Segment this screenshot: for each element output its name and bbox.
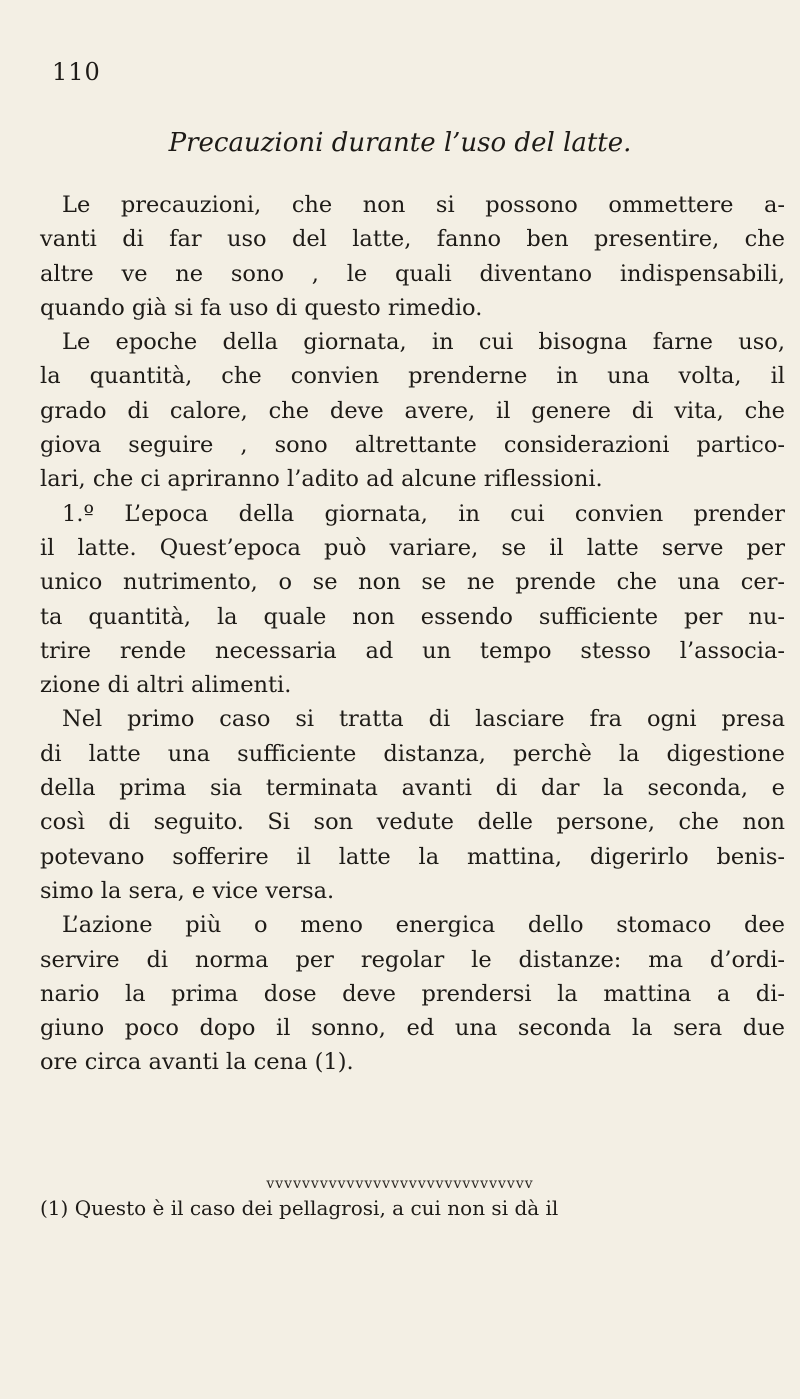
body-text bbox=[40, 188, 785, 1080]
text-line: Le precauzioni, che non si possono ommettere a- bbox=[62, 192, 785, 218]
text-line: zione di altri alimenti. bbox=[40, 672, 292, 699]
text-line: quando già si fa uso di questo rimedio. bbox=[40, 294, 483, 321]
text-line: trire rende necessaria ad un tempo stesso l’associa- bbox=[40, 637, 785, 664]
text-line: 1.º L’epoca della giornata, in cui convien prender bbox=[62, 500, 785, 527]
text-line: giuno poco dopo il sonno, ed una seconda la sera due bbox=[40, 1015, 785, 1042]
text-line: servire di norma per regolar le distanze: ma d’ordi- bbox=[40, 946, 785, 973]
paragraph-4 bbox=[40, 702, 785, 908]
text-line: Le epoche della giornata, in cui bisogna farne uso, bbox=[62, 329, 785, 356]
text-line: potevano sofferire il latte la mattina, digerirlo benis- bbox=[40, 843, 785, 870]
page-number: 110 bbox=[52, 58, 101, 86]
paragraph-1 bbox=[40, 188, 785, 325]
text-line: altre ve ne sono , le quali diventano indispensabili, bbox=[40, 260, 785, 287]
footnote: (1) Questo è il caso dei pellagrosi, a cui non si dà il bbox=[40, 1196, 559, 1220]
text-line: vanti di far uso del latte, fanno ben presentire, che bbox=[40, 226, 785, 253]
text-line: unico nutrimento, o se non se ne prende che una cer- bbox=[40, 569, 785, 596]
text-line: di latte una sufficiente distanza, perchè la digestione bbox=[40, 740, 785, 767]
text-line: la quantità, che convien prenderne in una volta, il bbox=[40, 363, 785, 390]
text-line: della prima sia terminata avanti di dar la seconda, e bbox=[40, 775, 785, 802]
footnote-separator: vvvvvvvvvvvvvvvvvvvvvvvvvvvvvv bbox=[266, 1176, 534, 1192]
text-line: grado di calore, che deve avere, il genere di vita, che bbox=[40, 397, 785, 424]
paragraph-5 bbox=[40, 908, 785, 1079]
text-line: Nel primo caso si tratta di lasciare fra ogni presa bbox=[62, 706, 785, 733]
text-line: lari, che ci apriranno l’adito ad alcune riflessioni. bbox=[40, 466, 603, 493]
text-line: ore circa avanti la cena (1). bbox=[40, 1049, 354, 1076]
text-line: così di seguito. Si son vedute delle persone, che non bbox=[40, 809, 785, 836]
text-line: simo la sera, e vice versa. bbox=[40, 877, 335, 904]
text-line: ta quantità, la quale non essendo sufficiente per nu- bbox=[40, 603, 785, 630]
paragraph-2 bbox=[40, 325, 785, 496]
text-line: nario la prima dose deve prendersi la mattina a di- bbox=[40, 980, 785, 1007]
section-title: Precauzioni durante l’uso del latte. bbox=[168, 128, 632, 158]
text-line: il latte. Quest’epoca può variare, se il latte serve per bbox=[40, 534, 785, 561]
text-line: giova seguire , sono altrettante considerazioni partico- bbox=[40, 432, 785, 459]
paragraph-3 bbox=[40, 497, 785, 703]
text-line: L’azione più o meno energica dello stomaco dee bbox=[62, 912, 785, 939]
